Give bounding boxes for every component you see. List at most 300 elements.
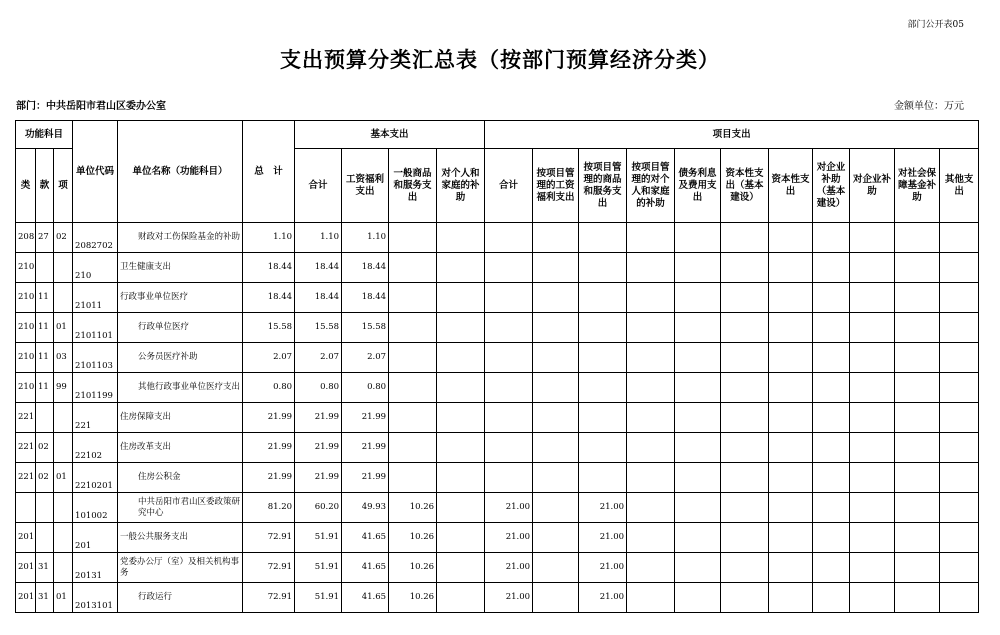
cell-kuan: 11 — [36, 343, 54, 373]
cell-project-capital-basic — [721, 223, 769, 253]
cell-project-social-security — [895, 373, 940, 403]
cell-project-total — [485, 223, 533, 253]
cell-project-total — [485, 313, 533, 343]
header-project-col: 按项目管理的对个人和家庭的补助 — [627, 149, 675, 223]
cell-unit-code: 221 — [73, 403, 118, 433]
cell-xiang: 01 — [54, 463, 73, 493]
cell-unit-code: 2082702 — [73, 223, 118, 253]
cell-project-goods — [579, 463, 627, 493]
table-row — [16, 223, 979, 253]
cell-basic-wage: 21.99 — [342, 403, 389, 433]
cell-project-total — [485, 343, 533, 373]
cell-project-goods: 21.00 — [579, 493, 627, 523]
header-xiang: 项 — [54, 149, 73, 223]
cell-project-wage — [533, 223, 579, 253]
cell-basic-goods — [389, 463, 437, 493]
header-lei: 类 — [16, 149, 36, 223]
cell-project-capital-basic — [721, 283, 769, 313]
cell-unit-name: 中共岳阳市君山区委政策研究中心 — [118, 493, 243, 523]
cell-basic-personal — [437, 433, 485, 463]
header-project-col: 对企业补助 — [850, 149, 895, 223]
cell-project-enterprise-basic — [813, 343, 850, 373]
cell-project-capital — [769, 553, 813, 583]
table-body — [16, 223, 979, 613]
cell-project-debt — [675, 583, 721, 613]
header-project-col: 对企业补助（基本建设） — [813, 149, 850, 223]
cell-lei: 221 — [16, 463, 36, 493]
cell-xiang — [54, 433, 73, 463]
cell-lei: 210 — [16, 253, 36, 283]
cell-unit-code: 2013101 — [73, 583, 118, 613]
cell-total: 21.99 — [243, 403, 295, 433]
cell-kuan: 02 — [36, 463, 54, 493]
cell-project-personal — [627, 493, 675, 523]
cell-project-enterprise-basic — [813, 493, 850, 523]
cell-project-personal — [627, 523, 675, 553]
cell-kuan: 27 — [36, 223, 54, 253]
cell-unit-code: 101002 — [73, 493, 118, 523]
cell-kuan: 11 — [36, 283, 54, 313]
table-row — [16, 493, 979, 523]
cell-project-capital — [769, 433, 813, 463]
cell-project-enterprise-basic — [813, 223, 850, 253]
cell-project-capital — [769, 463, 813, 493]
cell-total: 72.91 — [243, 553, 295, 583]
cell-project-other — [940, 373, 979, 403]
cell-project-enterprise — [850, 523, 895, 553]
cell-project-debt — [675, 493, 721, 523]
cell-project-personal — [627, 343, 675, 373]
cell-basic-goods — [389, 313, 437, 343]
cell-basic-personal — [437, 403, 485, 433]
cell-project-wage — [533, 583, 579, 613]
cell-total: 72.91 — [243, 583, 295, 613]
cell-project-debt — [675, 223, 721, 253]
cell-basic-total: 51.91 — [295, 553, 342, 583]
cell-project-social-security — [895, 283, 940, 313]
cell-basic-wage: 0.80 — [342, 373, 389, 403]
cell-project-capital-basic — [721, 253, 769, 283]
header-project-col: 资本性支出 — [769, 149, 813, 223]
cell-kuan: 11 — [36, 313, 54, 343]
cell-kuan — [36, 403, 54, 433]
cell-unit-code: 2101199 — [73, 373, 118, 403]
cell-unit-code: 2210201 — [73, 463, 118, 493]
cell-project-personal — [627, 463, 675, 493]
cell-project-personal — [627, 403, 675, 433]
cell-project-total — [485, 433, 533, 463]
cell-project-capital — [769, 523, 813, 553]
cell-project-capital-basic — [721, 523, 769, 553]
amount-unit-label: 金额单位：万元 — [894, 101, 964, 112]
cell-project-debt — [675, 523, 721, 553]
cell-unit-name: 住房保障支出 — [118, 403, 243, 433]
cell-project-enterprise — [850, 223, 895, 253]
cell-project-other — [940, 253, 979, 283]
cell-project-personal — [627, 583, 675, 613]
cell-project-goods — [579, 343, 627, 373]
cell-basic-personal — [437, 463, 485, 493]
cell-project-wage — [533, 433, 579, 463]
table-row — [16, 553, 979, 583]
header-project-col: 资本性支出（基本建设） — [721, 149, 769, 223]
cell-total: 2.07 — [243, 343, 295, 373]
cell-project-capital-basic — [721, 553, 769, 583]
header-project: 项目支出 — [485, 121, 979, 149]
cell-project-capital — [769, 223, 813, 253]
cell-project-total — [485, 403, 533, 433]
cell-project-total: 21.00 — [485, 583, 533, 613]
cell-lei: 201 — [16, 553, 36, 583]
cell-basic-total: 0.80 — [295, 373, 342, 403]
cell-project-other — [940, 583, 979, 613]
cell-basic-wage: 1.10 — [342, 223, 389, 253]
cell-lei: 210 — [16, 283, 36, 313]
header-total: 总 计 — [243, 121, 295, 223]
cell-total: 0.80 — [243, 373, 295, 403]
cell-xiang: 02 — [54, 223, 73, 253]
cell-project-total: 21.00 — [485, 493, 533, 523]
cell-basic-personal — [437, 553, 485, 583]
cell-project-social-security — [895, 403, 940, 433]
table-row — [16, 583, 979, 613]
cell-project-debt — [675, 343, 721, 373]
cell-project-capital-basic — [721, 403, 769, 433]
cell-xiang: 03 — [54, 343, 73, 373]
cell-basic-total: 15.58 — [295, 313, 342, 343]
cell-project-enterprise-basic — [813, 523, 850, 553]
cell-project-enterprise — [850, 253, 895, 283]
cell-basic-goods — [389, 433, 437, 463]
cell-project-personal — [627, 553, 675, 583]
cell-xiang — [54, 283, 73, 313]
cell-project-enterprise-basic — [813, 433, 850, 463]
cell-unit-code: 20131 — [73, 553, 118, 583]
table-row — [16, 253, 979, 283]
cell-unit-code: 2101103 — [73, 343, 118, 373]
cell-project-social-security — [895, 523, 940, 553]
cell-xiang — [54, 403, 73, 433]
cell-project-capital-basic — [721, 373, 769, 403]
cell-project-capital-basic — [721, 433, 769, 463]
header-project-col: 按项目管理的工资福利支出 — [533, 149, 579, 223]
cell-basic-wage: 21.99 — [342, 463, 389, 493]
cell-project-enterprise-basic — [813, 373, 850, 403]
cell-lei: 208 — [16, 223, 36, 253]
cell-project-total — [485, 463, 533, 493]
header-unit-name: 单位名称（功能科目） — [118, 121, 243, 223]
cell-basic-personal — [437, 373, 485, 403]
header-basic: 基本支出 — [295, 121, 485, 149]
cell-project-capital — [769, 373, 813, 403]
cell-unit-name: 一般公共服务支出 — [118, 523, 243, 553]
cell-lei: 210 — [16, 313, 36, 343]
cell-project-debt — [675, 553, 721, 583]
header-basic-col: 一般商品和服务支出 — [389, 149, 437, 223]
cell-total: 18.44 — [243, 253, 295, 283]
cell-project-enterprise-basic — [813, 283, 850, 313]
header-project-col: 其他支出 — [940, 149, 979, 223]
header-unit-code: 单位代码 — [73, 121, 118, 223]
cell-basic-personal — [437, 583, 485, 613]
cell-project-other — [940, 343, 979, 373]
cell-unit-name: 住房公积金 — [118, 463, 243, 493]
cell-unit-name: 党委办公厅（室）及相关机构事务 — [118, 553, 243, 583]
table-row — [16, 283, 979, 313]
cell-lei: 201 — [16, 523, 36, 553]
cell-kuan: 02 — [36, 433, 54, 463]
table-row — [16, 463, 979, 493]
cell-project-social-security — [895, 493, 940, 523]
cell-project-personal — [627, 433, 675, 463]
cell-kuan: 31 — [36, 583, 54, 613]
cell-project-total: 21.00 — [485, 523, 533, 553]
cell-project-wage — [533, 523, 579, 553]
cell-project-wage — [533, 553, 579, 583]
cell-project-goods: 21.00 — [579, 523, 627, 553]
cell-basic-wage: 49.93 — [342, 493, 389, 523]
cell-basic-goods: 10.26 — [389, 583, 437, 613]
cell-project-goods — [579, 313, 627, 343]
cell-project-goods: 21.00 — [579, 553, 627, 583]
cell-project-social-security — [895, 553, 940, 583]
cell-xiang — [54, 523, 73, 553]
cell-project-capital-basic — [721, 493, 769, 523]
cell-basic-total: 18.44 — [295, 253, 342, 283]
cell-unit-name: 公务员医疗补助 — [118, 343, 243, 373]
cell-basic-personal — [437, 223, 485, 253]
table-row — [16, 313, 979, 343]
cell-project-enterprise-basic — [813, 463, 850, 493]
cell-unit-code: 2101101 — [73, 313, 118, 343]
cell-basic-goods: 10.26 — [389, 523, 437, 553]
cell-total: 81.20 — [243, 493, 295, 523]
cell-project-other — [940, 493, 979, 523]
cell-total: 18.44 — [243, 283, 295, 313]
cell-basic-wage: 41.65 — [342, 553, 389, 583]
cell-project-goods — [579, 373, 627, 403]
cell-basic-wage: 41.65 — [342, 583, 389, 613]
cell-basic-goods — [389, 283, 437, 313]
cell-basic-goods — [389, 253, 437, 283]
cell-project-debt — [675, 313, 721, 343]
cell-project-enterprise-basic — [813, 313, 850, 343]
cell-unit-code: 22102 — [73, 433, 118, 463]
cell-basic-personal — [437, 343, 485, 373]
cell-lei: 221 — [16, 433, 36, 463]
cell-project-capital — [769, 343, 813, 373]
cell-kuan — [36, 493, 54, 523]
cell-lei: 210 — [16, 373, 36, 403]
cell-basic-total: 51.91 — [295, 583, 342, 613]
table-row — [16, 373, 979, 403]
cell-basic-total: 1.10 — [295, 223, 342, 253]
cell-project-capital — [769, 403, 813, 433]
cell-project-enterprise-basic — [813, 553, 850, 583]
cell-project-wage — [533, 313, 579, 343]
cell-unit-name: 卫生健康支出 — [118, 253, 243, 283]
cell-project-total — [485, 283, 533, 313]
header-basic-col: 工资福利支出 — [342, 149, 389, 223]
cell-project-enterprise — [850, 373, 895, 403]
cell-basic-wage: 18.44 — [342, 253, 389, 283]
cell-project-capital — [769, 583, 813, 613]
cell-xiang — [54, 553, 73, 583]
cell-project-wage — [533, 343, 579, 373]
cell-project-capital-basic — [721, 343, 769, 373]
cell-project-goods — [579, 403, 627, 433]
budget-table — [15, 120, 979, 613]
cell-basic-total: 18.44 — [295, 283, 342, 313]
cell-xiang: 01 — [54, 313, 73, 343]
cell-lei — [16, 493, 36, 523]
cell-project-debt — [675, 373, 721, 403]
cell-project-wage — [533, 463, 579, 493]
cell-basic-personal — [437, 523, 485, 553]
cell-project-enterprise — [850, 343, 895, 373]
cell-project-capital-basic — [721, 583, 769, 613]
cell-project-enterprise — [850, 283, 895, 313]
cell-project-goods — [579, 253, 627, 283]
cell-project-debt — [675, 463, 721, 493]
cell-project-enterprise — [850, 403, 895, 433]
table-row — [16, 433, 979, 463]
cell-project-capital — [769, 493, 813, 523]
header-project-col: 债务利息及费用支出 — [675, 149, 721, 223]
header-kuan: 款 — [36, 149, 54, 223]
cell-basic-wage: 15.58 — [342, 313, 389, 343]
cell-total: 21.99 — [243, 463, 295, 493]
cell-basic-personal — [437, 283, 485, 313]
cell-project-personal — [627, 223, 675, 253]
cell-unit-name: 行政事业单位医疗 — [118, 283, 243, 313]
cell-basic-total: 60.20 — [295, 493, 342, 523]
cell-project-personal — [627, 283, 675, 313]
table-row — [16, 523, 979, 553]
department-label: 部门：中共岳阳市君山区委办公室 — [16, 101, 166, 112]
cell-unit-name: 财政对工伤保险基金的补助 — [118, 223, 243, 253]
cell-basic-goods: 10.26 — [389, 553, 437, 583]
cell-project-goods — [579, 433, 627, 463]
cell-kuan — [36, 523, 54, 553]
cell-lei: 201 — [16, 583, 36, 613]
cell-kuan — [36, 253, 54, 283]
cell-project-social-security — [895, 343, 940, 373]
header-project-col: 按项目管理的商品和服务支出 — [579, 149, 627, 223]
cell-project-wage — [533, 403, 579, 433]
cell-kuan: 31 — [36, 553, 54, 583]
cell-project-enterprise — [850, 313, 895, 343]
cell-project-other — [940, 403, 979, 433]
cell-total: 1.10 — [243, 223, 295, 253]
cell-unit-name: 住房改革支出 — [118, 433, 243, 463]
cell-project-total — [485, 253, 533, 283]
cell-basic-wage: 41.65 — [342, 523, 389, 553]
header-basic-col: 对个人和家庭的补助 — [437, 149, 485, 223]
cell-project-social-security — [895, 463, 940, 493]
cell-unit-code: 210 — [73, 253, 118, 283]
cell-project-debt — [675, 433, 721, 463]
cell-total: 72.91 — [243, 523, 295, 553]
cell-xiang: 01 — [54, 583, 73, 613]
cell-xiang: 99 — [54, 373, 73, 403]
cell-project-capital — [769, 253, 813, 283]
cell-basic-personal — [437, 493, 485, 523]
header-basic-col: 合计 — [295, 149, 342, 223]
cell-project-wage — [533, 253, 579, 283]
cell-project-other — [940, 463, 979, 493]
cell-project-social-security — [895, 433, 940, 463]
cell-project-debt — [675, 283, 721, 313]
cell-project-wage — [533, 493, 579, 523]
cell-unit-name: 其他行政事业单位医疗支出 — [118, 373, 243, 403]
form-number: 部门公开表05 — [907, 20, 964, 30]
cell-project-personal — [627, 313, 675, 343]
cell-project-social-security — [895, 583, 940, 613]
table-row — [16, 403, 979, 433]
cell-basic-wage: 2.07 — [342, 343, 389, 373]
cell-project-total: 21.00 — [485, 553, 533, 583]
cell-lei: 221 — [16, 403, 36, 433]
cell-project-enterprise-basic — [813, 583, 850, 613]
cell-project-enterprise — [850, 433, 895, 463]
cell-project-goods — [579, 283, 627, 313]
cell-project-enterprise — [850, 583, 895, 613]
cell-project-wage — [533, 373, 579, 403]
cell-basic-goods — [389, 223, 437, 253]
header-project-col: 合计 — [485, 149, 533, 223]
cell-total: 21.99 — [243, 433, 295, 463]
cell-basic-total: 51.91 — [295, 523, 342, 553]
cell-project-capital — [769, 283, 813, 313]
cell-basic-goods — [389, 403, 437, 433]
cell-unit-code: 21011 — [73, 283, 118, 313]
cell-basic-total: 21.99 — [295, 463, 342, 493]
cell-basic-goods: 10.26 — [389, 493, 437, 523]
cell-project-enterprise — [850, 463, 895, 493]
cell-project-total — [485, 373, 533, 403]
cell-project-goods — [579, 223, 627, 253]
cell-basic-goods — [389, 373, 437, 403]
table-row — [16, 343, 979, 373]
cell-unit-name: 行政单位医疗 — [118, 313, 243, 343]
cell-project-capital — [769, 313, 813, 343]
cell-project-other — [940, 553, 979, 583]
cell-basic-goods — [389, 343, 437, 373]
cell-lei: 210 — [16, 343, 36, 373]
cell-project-social-security — [895, 253, 940, 283]
cell-project-other — [940, 313, 979, 343]
cell-project-social-security — [895, 313, 940, 343]
cell-unit-code: 201 — [73, 523, 118, 553]
cell-basic-total: 21.99 — [295, 433, 342, 463]
cell-project-social-security — [895, 223, 940, 253]
cell-project-other — [940, 433, 979, 463]
cell-project-debt — [675, 253, 721, 283]
cell-project-capital-basic — [721, 313, 769, 343]
cell-unit-name: 行政运行 — [118, 583, 243, 613]
cell-project-other — [940, 223, 979, 253]
cell-project-goods: 21.00 — [579, 583, 627, 613]
cell-basic-wage: 18.44 — [342, 283, 389, 313]
cell-project-enterprise-basic — [813, 403, 850, 433]
header-func-subject: 功能科目 — [16, 121, 73, 149]
cell-project-enterprise-basic — [813, 253, 850, 283]
cell-project-debt — [675, 403, 721, 433]
cell-basic-personal — [437, 313, 485, 343]
header-project-col: 对社会保障基金补助 — [895, 149, 940, 223]
cell-project-personal — [627, 373, 675, 403]
